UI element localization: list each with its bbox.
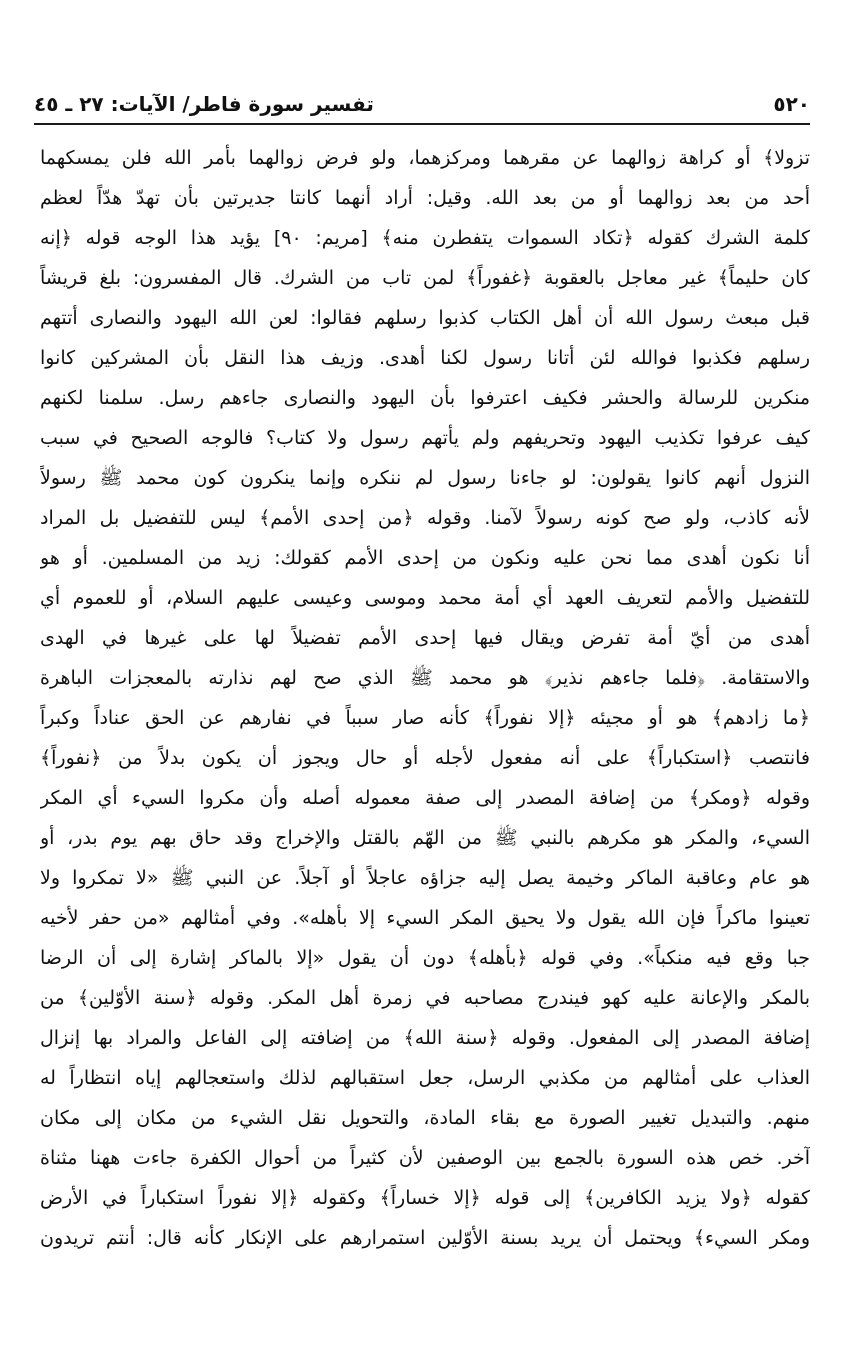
text-line: النزول أنهم كانوا يقولون: لو جاءنا رسول لم ننكره وإنما ينكرون كون محمد ﷺ رسولاً: [40, 467, 810, 489]
text-line: كان حليماً﴾ غير معاجل بالعقوبة ﴿غفوراً﴾ لمن تاب من الشرك. قال المفسرون: بلغ قريشاً: [40, 267, 810, 289]
text-line: قبل مبعث رسول الله أن أهل الكتاب كذبوا رسلهم فقالوا: لعن الله اليهود والنصارى أتتهم: [40, 307, 810, 329]
text-line: فانتصب ﴿استكباراً﴾ على أنه مفعول لأجله أو حال ويجوز أن يكون بدلاً من ﴿نفوراً﴾: [40, 747, 810, 769]
text-line: تعينوا ماكراً فإن الله يقول ولا يحيق المكر السيء إلا بأهله». وفي أمثالهم «من حفر لأخيه: [40, 907, 810, 929]
text-line: تزولا﴾ أو كراهة زوالهما عن مقرهما ومركزهما، ولو فرض زوالهما بأمر الله فلن يمسكهما: [40, 147, 810, 169]
text-line: والاستقامة. ﴿فلما جاءهم نذير﴾ هو محمد ﷺ الذي صح لهم نذارته بالمعجزات الباهرة: [40, 667, 810, 689]
text-line: إضافة المصدر إلى المفعول. وقوله ﴿سنة الله﴾ من إضافته إلى الفاعل والمراد بها إنزال: [40, 1027, 810, 1049]
text-line: رسلهم فكذبوا فوالله لئن أتانا رسول لكنا أهدى. وزيف هذا النقل بأن المشركين كانوا: [40, 347, 810, 369]
header-rule: [34, 123, 810, 125]
text-line: آخر. خص هذه السورة بالجمع بين الوصفين لأن كثيراً من أحوال الكفرة جاءت ههنا مثناة: [40, 1147, 810, 1169]
text-line: كقوله ﴿ولا يزيد الكافرين﴾ إلى قوله ﴿إلا خساراً﴾ وكقوله ﴿إلا نفوراً استكباراً في الأرض: [40, 1187, 810, 1209]
text-line: ومكر السيء﴾ ويحتمل أن يريد بسنة الأوّلين استمرارهم على الإنكار كأنه قال: أنتم تريدون: [40, 1227, 810, 1249]
text-line: السيء، والمكر هو مكرهم بالنبي ﷺ من الهّم بالقتل والإخراج وقد حاق بهم يوم بدر، أو: [40, 827, 810, 849]
text-line: العذاب على أمثالهم من مكذبي الرسل، جعل استقبالهم لذلك واستعجالهم إياه انتظاراً له: [40, 1067, 810, 1089]
running-title: تفسير سورة فاطر/ الآيات: ٢٧ ـ ٤٥: [34, 92, 374, 116]
text-line: وقوله ﴿ومكر﴾ من إضافة المصدر إلى صفة معموله أصله وأن مكروا السيء أي المكر: [40, 787, 810, 809]
text-line: لأنه كاذب، ولو صح كونه رسولاً لآمنا. وقوله ﴿من إحدى الأمم﴾ ليس للتفضيل بل المراد: [40, 507, 810, 529]
text-line: كلمة الشرك كقوله ﴿تكاد السموات يتفطرن منه﴾ [مريم: ٩٠] يؤيد هذا الوجه قوله ﴿إنه: [40, 227, 810, 249]
text-line: هو عام وعاقبة الماكر وخيمة يصل إليه جزاؤه عاجلاً أو آجلاً. عن النبي ﷺ «لا تمكروا ولا: [40, 867, 810, 889]
text-line: أنا نكون أهدى مما نحن عليه ونكون من إحدى الأمم كقولك: زيد من المسلمين. أو هو: [40, 547, 810, 569]
text-line: للتفضيل والأمم لتعريف العهد أي أمة محمد وموسى وعيسى عليهم السلام، أو للعموم أي: [40, 587, 810, 609]
text-line: منكرين للرسالة والحشر فكيف اعترفوا بأن اليهود والنصارى جاءهم رسل. سلمنا لكنهم: [40, 387, 810, 409]
text-line: كيف عرفوا تكذيب اليهود وتحريفهم ولم يأتهم رسول ولا كتاب؟ فالوجه الصحيح في سبب: [40, 427, 810, 449]
text-line: أهدى من أيّ أمة تفرض ويقال فيها إحدى الأمم تفضيلاً لها على غيرها في الهدى: [40, 627, 810, 649]
body-text: [40, 138, 810, 1258]
text-line: منهم. والتبديل تغيير الصورة مع بقاء المادة، والتحويل نقل الشيء من مكان إلى مكان: [40, 1107, 810, 1129]
page-number: ٥٢٠: [773, 92, 810, 116]
text-line: بالمكر والإعانة عليه كهو فيندرج مصاحبه في زمرة أهل المكر. وقوله ﴿سنة الأوّلين﴾ من: [40, 987, 810, 1009]
page-header: [34, 86, 810, 116]
text-line: أحد من بعد زوالهما أو من بعد الله. وقيل: أراد أنهما كانتا جديرتين بأن تهدّ هدّاً لعظم: [40, 187, 810, 209]
text-line: ﴿ما زادهم﴾ هو أو مجيئه ﴿إلا نفوراً﴾ كأنه صار سبباً في نفارهم عن الحق عناداً وكبراً: [40, 707, 810, 729]
text-line: جبا وقع فيه منكباً». وفي قوله ﴿بأهله﴾ دون أن يقول «إلا بالماكر إشارة إلى أن الرضا: [40, 947, 810, 969]
